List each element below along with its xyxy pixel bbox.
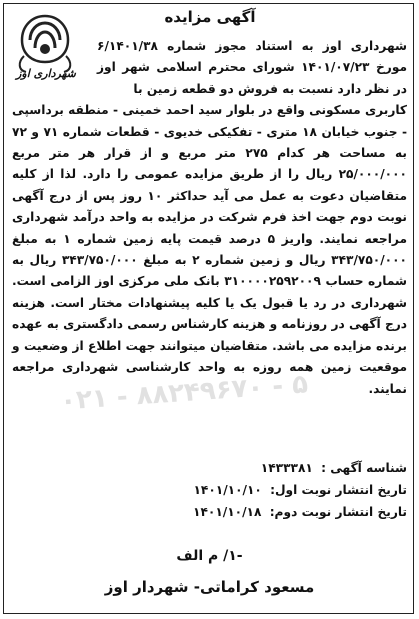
signer-name: مسعود کراماتی- شهردار اوز [104,578,315,596]
phone-watermark: ۰۲۱ - ۸۸۲۴۹۶۷۰ - ۵ [59,369,309,417]
first-publication-label: تاریخ انتشار نوبت اول: [270,483,407,497]
second-publication-line [12,502,407,522]
first-publication-date: ۱۴۰۱/۱۰/۱۰ [193,483,262,497]
notice-id-line [12,458,407,478]
notice-body [12,36,407,400]
notice-body-intro: شهرداری اوز به استناد مجوز شماره ۶/۱۴۰۱/۳۸ مورخ ۱۴۰۱/۰۷/۲۳ شورای محترم اسلامی شهر اوز در نظر دارد نسبت به فروش دو قطعه زمین با [97,39,408,96]
notice-title: آگهی مزایده [164,8,256,26]
first-publication-line [12,480,407,500]
second-publication-label: تاریخ انتشار نوبت دوم: [269,505,407,519]
notice-body-main: کاربری مسکونی واقع در بلوار سید احمد خمینی - منطقه برداسپی - جنوب خیابان ۱۸ متری - تفکیکی خدیوی - قطعات شماره ۷۱ و ۷۲ به مساحت هر کدام ۲۷۵ متر مربع و از قرار هر متر مربع ۲۵/۰۰۰/۰۰۰ ریال را از طریق مزایده عمومی را دارد. لذا از کلیه متقاضیان دعوت به عمل می آید حداکثر ۱۰ روز پس از درج آگهی نوبت دوم جهت اخذ فرم شرکت در مزایده به واحد درآمد شهرداری مراجعه نمایند. واریز ۵ درصد قیمت پایه زمین شماره ۱ به مبلغ ۳۴۳/۷۵۰/۰۰۰ ریال و زمین شماره ۲ به مبلغ ۳۴۳/۷۵۰/۰۰۰ ریال به شماره حساب ۳۱۰۰۰۰۲۵۹۲۰۰۹ بانک ملی مرکزی اوز الزامی است. شهرداری در رد یا قبول یک یا کلیه پیشنهادات مختار است. هزینه درج آگهی در روزنامه و هزینه کارشناس رسمی دادگستری به عهده برنده مزایده می باشد. متقاضیان میتوانند جهت اطلاع از وضعیت و موقعیت زمین همه روزه به واحد کارشناسی شهرداری مراجعه نمایند. [12,103,408,396]
reference-code: -۱/ م الف [176,548,243,564]
notice-id-label: شناسه آگهی : [321,461,407,475]
second-publication-date: ۱۴۰۱/۱۰/۱۸ [193,505,262,519]
logo-text: شهرداری اوز [16,67,76,80]
notice-id-value: ۱۴۳۳۳۸۱ [260,461,313,475]
